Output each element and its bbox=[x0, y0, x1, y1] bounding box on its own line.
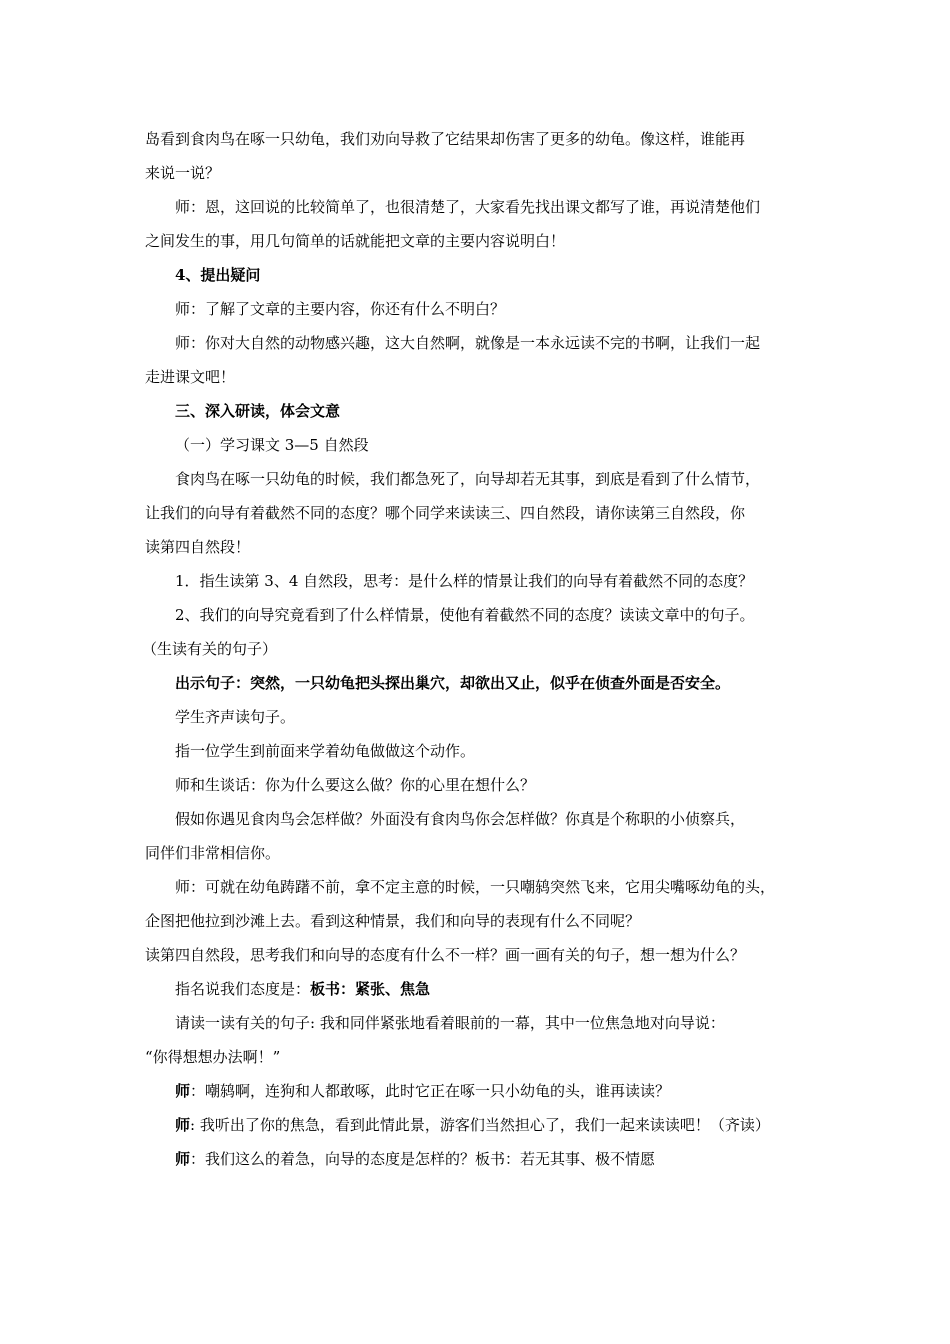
text-line bbox=[145, 972, 825, 1006]
text-line: 请读一读有关的句子: 我和同伴紧张地看着眼前的一幕，其中一位焦急地对向导说： bbox=[175, 1014, 725, 1032]
text-line: 岛看到食肉鸟在啄一只幼龟，我们劝向导救了它结果却伤害了更多的幼龟。像这样，谁能再 bbox=[145, 130, 746, 148]
text-run: 指名说我们态度是： bbox=[175, 980, 311, 998]
text-line: 2、我们的向导究竟看到了什么样情景，使他有着截然不同的态度？读读文章中的句子。 bbox=[175, 606, 755, 624]
text-line: 读第四自然段，思考我们和向导的态度有什么不一样？画一画有关的句子，想一想为什么？ bbox=[145, 946, 746, 964]
text-line: 企图把他拉到沙滩上去。看到这种情景，我们和向导的表现有什么不同呢？ bbox=[145, 912, 641, 930]
text-line: 走进课文吧！ bbox=[145, 368, 236, 386]
text-run: ：嘲鸫啊，连狗和人都敢啄，此时它正在啄一只小幼龟的头，谁再读读？ bbox=[190, 1082, 671, 1100]
text-line bbox=[145, 1108, 825, 1142]
text-line: 假如你遇见食肉鸟会怎样做？外面没有食肉鸟你会怎样做？你真是个称职的小侦察兵， bbox=[175, 810, 746, 828]
section-heading: 三、深入研读，体会文意 bbox=[175, 402, 341, 420]
text-line: 食肉鸟在啄一只幼龟的时候，我们都急死了，向导却若无其事，到底是看到了什么情节， bbox=[175, 470, 761, 488]
text-line: （生读有关的句子） bbox=[142, 640, 278, 658]
text-line: 让我们的向导有着截然不同的态度？哪个同学来读读三、四自然段，请你读第三自然段，你 bbox=[145, 504, 746, 522]
text-line: “你得想想办法啊！” bbox=[145, 1048, 281, 1066]
text-line: 师和生谈话：你为什么要这么做？你的心里在想什么？ bbox=[175, 776, 536, 794]
text-line: 来说一说？ bbox=[145, 164, 221, 182]
speaker-label: 师 bbox=[175, 1116, 191, 1134]
text-line: 同伴们非常相信你。 bbox=[145, 844, 281, 862]
board-note: 板书：紧张、焦急 bbox=[310, 980, 431, 998]
text-line: 指一位学生到前面来学着幼龟做做这个动作。 bbox=[175, 742, 476, 760]
speaker-label: 师 bbox=[175, 1082, 191, 1100]
text-line: 之间发生的事，用几句简单的话就能把文章的主要内容说明白！ bbox=[145, 232, 566, 250]
text-line: 读第四自然段！ bbox=[145, 538, 251, 556]
text-line: 师：可就在幼龟踌躇不前，拿不定主意的时候，一只嘲鸫突然飞来，它用尖嘴啄幼龟的头， bbox=[175, 878, 776, 896]
text-run: : 我听出了你的焦急，看到此情此景，游客们当然担心了，我们一起来读读吧！（齐读） bbox=[190, 1116, 770, 1134]
text-line: 师：恩，这回说的比较简单了，也很清楚了，大家看先找出课文都写了谁，再说清楚他们 bbox=[175, 198, 761, 216]
text-line: 1．指生读第 3、4 自然段，思考：是什么样的情景让我们的向导有着截然不同的态度？ bbox=[175, 572, 754, 590]
text-line bbox=[145, 1074, 825, 1108]
section-heading: 4、提出疑问 bbox=[175, 266, 261, 284]
quoted-sentence: 出示句子：突然，一只幼龟把头探出巢穴，却欲出又止，似乎在侦查外面是否安全。 bbox=[175, 674, 731, 692]
text-line: 师：你对大自然的动物感兴趣，这大自然啊，就像是一本永远读不完的书啊，让我们一起 bbox=[175, 334, 761, 352]
text-run: ：我们这么的着急，向导的态度是怎样的？板书：若无其事、极不情愿 bbox=[190, 1150, 656, 1168]
subsection-heading: （一）学习课文 3—5 自然段 bbox=[175, 436, 369, 454]
document-body bbox=[142, 122, 825, 1176]
text-line: 学生齐声读句子。 bbox=[175, 708, 296, 726]
speaker-label: 师 bbox=[175, 1150, 191, 1168]
text-line: 师：了解了文章的主要内容，你还有什么不明白？ bbox=[175, 300, 506, 318]
text-line bbox=[145, 1142, 825, 1176]
